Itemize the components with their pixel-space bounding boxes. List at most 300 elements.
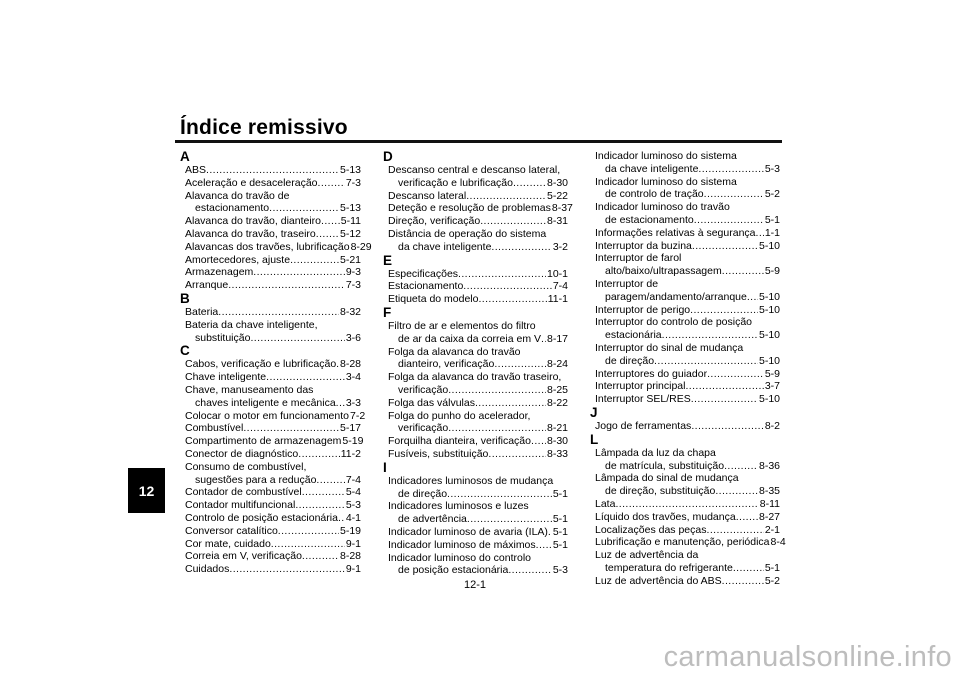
index-entry-term: Descanso lateral [388,189,467,202]
dot-leader [478,293,546,306]
index-entry [383,320,568,346]
index-entry-page: 7-4 [552,280,568,293]
dot-leader [228,279,345,292]
index-entry [180,164,361,177]
index-entry [590,511,780,524]
index-entry [590,368,780,381]
index-entry-page: 11-1 [547,293,568,306]
dot-leader [229,563,344,576]
index-entry-page: 9-3 [345,266,361,279]
index-entry [590,150,780,176]
index-entry-page: 5-2 [764,188,780,201]
index-entry-term: Interruptores do guiador [595,367,708,380]
index-entry-page: 8-25 [546,383,568,396]
dot-leader [269,202,339,215]
dot-leader [508,564,551,577]
index-letter-heading: I [383,459,387,475]
index-entry [180,319,361,345]
index-entry-term: Jogo de ferramentas [595,419,692,432]
index-entry [180,538,361,551]
index-entry-term: de posição estacionária [398,564,509,577]
index-letter-heading: D [383,149,393,164]
dot-leader [447,488,552,501]
index-entry-term: de direção [398,487,448,500]
index-entry [590,447,780,473]
index-entry-page: 3-4 [345,371,361,384]
index-entry [590,342,780,368]
index-entry-page: 8-33 [546,447,568,460]
index-entry-page: 8-17 [546,332,568,345]
index-entry-term: Indicadores luminosos e luzes [388,500,529,513]
index-entry-page: 7-3 [345,176,361,189]
index-entry-term: Alavanca do travão, traseiro [185,227,316,240]
dot-leader [250,332,344,345]
dot-leader [694,214,764,227]
index-entry [180,499,361,512]
index-entry-term: Distância de operação do sistema [388,227,547,240]
dot-leader [494,358,546,371]
index-entry [383,190,568,203]
index-entry-term: Colocar o motor em funcionamento [185,409,349,422]
dot-leader [536,539,552,552]
index-entry-page: 5-13 [339,202,361,215]
index-entry-term: Filtro de ar e elementos do filtro [388,319,536,332]
index-entry-term: Interruptor da buzina [595,239,692,252]
index-entry-page: 8-29 [350,240,372,253]
dot-leader [691,393,758,406]
dot-leader [491,241,551,254]
dot-leader [271,538,345,551]
index-entry-term: Etiqueta do modelo [388,293,479,306]
dot-leader [707,368,764,381]
index-entry-term: Lata [595,497,616,510]
index-entry [180,306,361,319]
index-entry-term: Direção, verificação [388,215,481,228]
index-entry-page: 8-36 [758,459,780,472]
index-entry [590,498,780,511]
index-entry-term: Amortecedores, ajuste [185,253,291,266]
index-entry [590,201,780,227]
index-entry-term: Compartimento de armazenagem [185,435,342,448]
index-entry-page: 5-9 [764,367,780,380]
index-entry-page: 5-3 [764,162,780,175]
dot-leader [266,371,345,384]
index-entry-term: Armazenagem [185,266,254,279]
index-entry-term: Bateria [185,305,219,318]
index-entry-term: verificação e lubrificação [398,176,513,189]
index-entry-page: 2-1 [764,523,780,536]
dot-leader [206,164,339,177]
index-entry-page: 5-22 [546,189,568,202]
index-entry [180,525,361,538]
page-number: 12-1 [464,579,487,591]
index-entry-page: 5-10 [758,354,780,367]
index-entry-term: Lâmpada da luz da chapa [595,446,716,459]
index-entry-term: Conversor catalítico [185,524,278,537]
index-entry-term: Lâmpada do sinal de mudança [595,472,739,485]
index-entry-term: Deteção e resolução de problemas [388,202,551,215]
index-entry-page: 8-28 [339,358,361,371]
index-entry [180,563,361,576]
index-entry-term: dianteiro, verificação [398,358,495,371]
index-entry-page: 8-35 [758,485,780,498]
index-entry-term: ABS [185,164,207,176]
index-entry-page: 8-30 [546,435,568,448]
dot-leader [463,280,552,293]
index-entry-page: 8-27 [758,510,780,523]
index-entry-term: Forquilha dianteira, verificação [388,435,531,448]
index-entry [590,472,780,498]
index-entry-term: Alavancas dos travões, lubrificação [185,240,350,253]
index-column-1 [180,149,372,576]
dot-leader [488,448,546,461]
index-letter-heading: E [383,252,393,268]
index-entry-term: Indicador luminoso do sistema [595,175,737,188]
index-entry [590,240,780,253]
index-entry-page: 5-10 [758,329,780,342]
dot-leader [724,460,758,473]
index-entry-page: 3-2 [552,240,568,253]
watermark: carmanualsonline.info [663,641,952,673]
dot-leader [295,499,345,512]
index-entry-term: Contador de combustível [185,486,302,499]
index-entry-term: Controlo de posição estacionária [185,511,338,524]
index-entry-page: 5-3 [345,499,361,512]
index-entry [180,448,361,461]
index-entry-page: 5-1 [552,513,568,526]
index-entry [383,526,568,539]
index-entry [590,524,780,537]
index-entry [383,164,568,190]
index-entry-page: 4-1 [345,511,361,524]
index-entry [180,422,361,435]
dot-leader [707,524,764,537]
index-entry [180,254,361,267]
index-entry-term: Chave inteligente [185,371,267,384]
index-entry-page: 7-3 [345,279,361,292]
index-entry [383,539,568,552]
index-entry [590,549,780,575]
dot-leader [480,215,546,228]
index-entry-term: Indicador luminoso do sistema [595,150,737,162]
index-entry-term: Indicadores luminosos de mudança [388,474,554,487]
dot-leader [692,240,758,253]
index-entry-term: de advertência [398,513,467,526]
index-entry-page: 5-12 [339,227,361,240]
index-entry-term: Folga do punho do acelerador, [388,409,531,422]
index-entry-page: 5-1 [764,561,780,574]
index-entry-page: 7-4 [345,473,361,486]
index-entry-term: Alavanca do travão de [185,189,290,202]
dot-leader [458,268,546,281]
index-entry [383,448,568,461]
index-entry [383,500,568,526]
index-entry [590,252,780,278]
index-letter-heading: L [590,431,599,447]
index-entry-term: Combustível [185,422,244,435]
index-entry-page: 5-19 [342,435,364,448]
index-entry-page: 8-11 [759,497,780,510]
index-entry-term: estacionária [605,329,662,342]
index-entry [180,486,361,499]
index-entry-term: de direção, substituição [605,485,716,498]
dot-leader [218,306,339,319]
dot-leader [321,215,340,228]
dot-leader [448,384,546,397]
index-entry [180,240,372,254]
index-entry [383,397,568,410]
dot-leader [615,498,758,511]
dot-leader [278,525,339,538]
index-entry-page: 9-1 [345,563,361,576]
dot-leader [662,329,758,342]
index-entry-page: 8-2 [764,419,780,432]
index-entry-term: Folga das válvulas [388,396,475,409]
index-entry-page: 5-21 [339,253,361,266]
index-entry-term: chaves inteligente e mecânica [195,396,336,409]
index-entry-page: 8-32 [339,305,361,318]
index-entry-term: de estacionamento [605,213,694,226]
index-entry [383,410,568,436]
index-entry-page: 7-2 [350,409,366,422]
dot-leader [531,435,546,448]
dot-leader [318,177,345,190]
chapter-tab: 12 [128,468,165,513]
index-entry-term: estacionamento [195,202,270,215]
index-entry-term: Aceleração e desaceleração [185,176,318,189]
index-entry-page: 5-10 [758,239,780,252]
index-entry-term: da chave inteligente [605,162,699,175]
index-entry-term: Interruptor de [595,277,659,290]
index-entry [383,435,568,448]
index-entry [590,176,780,202]
index-entry-term: Interruptor de perigo [595,303,691,316]
index-entry-page: 5-9 [764,265,780,278]
dot-leader [467,513,552,526]
dot-leader [736,511,758,524]
index-entry-term: Arranque [185,279,229,292]
index-letter-heading: J [590,404,598,420]
dot-leader [448,422,546,435]
index-entry-term: alto/baixo/ultrapassagem [605,265,722,278]
index-entry-page: 5-19 [339,524,361,537]
dot-leader [243,422,339,435]
dot-leader [722,575,764,588]
index-entry-term: Localizações das peças [595,523,707,536]
index-entry-page: 8-22 [546,396,568,409]
index-entry-page: 5-11 [340,215,361,228]
index-entry [180,409,366,423]
index-entry-term: Interruptor do controlo de posição [595,316,753,329]
index-entry-page: 5-10 [758,290,780,303]
page-title: Índice remissivo [180,116,348,139]
title-divider [175,140,782,143]
index-entry [383,475,568,501]
dot-leader [316,228,339,241]
dot-leader [733,562,764,575]
dot-leader [290,254,339,267]
index-entry-page: 3-7 [764,380,780,393]
index-entry [180,279,361,292]
index-entry-term: Bateria da chave inteligente, [185,318,318,331]
index-entry-term: Informações relativas à segurança [595,226,756,239]
index-entry-term: Descanso central e descanso lateral, [388,164,561,176]
dot-leader [715,485,758,498]
index-letter-heading: B [180,290,190,306]
dot-leader [475,397,546,410]
index-entry [590,380,780,393]
index-entry-term: Indicador luminoso de avaria (ILA) [388,525,548,538]
index-entry-term: Consumo de combustível, [185,460,307,473]
index-entry [383,552,568,578]
index-letter-heading: F [383,304,392,320]
dot-leader [253,266,345,279]
index-entry-term: temperatura do refrigerante [605,561,733,574]
index-entry-page: 1-1 [764,226,780,239]
dot-leader [747,291,758,304]
index-entry [590,393,780,406]
index-entry-page: 3-3 [345,396,361,409]
index-entry-term: Indicador luminoso do travão [595,201,730,214]
index-entry [180,461,361,487]
index-entry-term: verificação [398,383,449,396]
index-entry-page: 9-1 [345,537,361,550]
index-entry-term: Indicador luminoso de máximos [388,538,536,551]
index-entry [590,227,780,240]
dot-leader [756,227,764,240]
index-entry [590,536,786,549]
dot-leader [466,190,546,203]
index-entry [180,266,361,279]
index-entry-term: de direção [605,354,655,367]
dot-leader [302,486,345,499]
index-entry-page: 8-24 [546,358,568,371]
index-entry [180,435,364,448]
index-entry-term: de matrícula, substituição [605,459,725,472]
index-entry-page: 8-21 [546,422,568,435]
index-entry-term: sugestões para a redução [195,473,317,486]
dot-leader [698,163,763,176]
index-entry-page: 5-10 [758,303,780,316]
index-entry [590,278,780,304]
index-entry-page: 5-1 [552,538,568,551]
index-entry-term: verificação [398,422,449,435]
index-entry-term: de ar da caixa da correia em V [398,332,541,345]
index-entry [383,202,573,215]
index-entry-page: 3-6 [345,331,361,344]
index-entry [590,575,780,588]
index-column-2 [383,149,573,577]
index-entry-term: Fusíveis, substituição [388,447,489,460]
index-column-3 [590,150,786,588]
index-entry [590,304,780,317]
dot-leader [298,448,340,461]
index-entry-page: 8-30 [546,176,568,189]
index-entry-term: Folga da alavanca do travão [388,345,521,358]
index-entry [383,346,568,372]
index-entry-page: 5-2 [764,574,780,587]
dot-leader [654,355,758,368]
dot-leader [302,550,339,563]
dot-leader [336,397,345,410]
index-entry-page: 5-17 [339,422,361,435]
index-entry-page: 5-1 [764,213,780,226]
index-entry-page: 5-10 [758,393,780,406]
dot-leader [338,512,345,525]
index-entry-term: Cuidados [185,563,230,576]
dot-leader [685,380,763,393]
index-entry-term: Interruptor do sinal de mudança [595,341,744,354]
index-entry-page: 8-28 [339,550,361,563]
index-entry [180,190,361,216]
index-entry [180,177,361,190]
index-entry-term: Interruptor principal [595,380,686,393]
index-entry-term: Líquido dos travões, mudança [595,510,736,523]
index-entry-page: 5-13 [339,164,361,176]
index-entry-term: Indicador luminoso do controlo [388,551,532,564]
index-entry-page: 11-2 [340,447,361,460]
index-entry [383,268,568,281]
index-entry-page: 5-4 [345,486,361,499]
index-entry-page: 8-37 [551,202,573,215]
index-entry [180,215,361,228]
index-letter-heading: A [180,149,190,164]
index-entry-term: Contador multifuncional [185,499,296,512]
index-entry-page: 8-31 [546,215,568,228]
index-entry-page: 5-1 [552,525,568,538]
index-entry-term: Correia em V, verificação [185,550,302,563]
index-entry [180,371,361,384]
index-entry-term: substituição [195,331,251,344]
index-entry-term: Conector de diagnóstico [185,447,299,460]
dot-leader [691,420,764,433]
index-entry-term: Especificações [388,267,459,280]
index-entry [180,384,361,410]
index-entry [383,280,568,293]
dot-leader [513,177,546,190]
dot-leader [722,265,764,278]
index-entry-term: Interruptor de farol [595,252,682,265]
dot-leader [690,304,758,317]
index-entry [180,358,361,371]
index-entry-term: Lubrificação e manutenção, periódica [595,536,770,549]
index-entry-term: Chave, manuseamento das [185,383,314,396]
index-entry-page: 10-1 [546,267,568,280]
index-entry [383,293,568,306]
index-entry-term: Interruptor SEL/RES [595,393,691,406]
index-entry-term: Estacionamento [388,280,464,293]
dot-leader [704,188,764,201]
index-entry-term: Luz de advertência da [595,549,699,562]
index-entry [383,215,568,228]
index-entry [590,316,780,342]
index-entry-term: da chave inteligente [398,240,492,253]
index-entry-page: 8-4 [770,536,786,549]
index-entry-term: paragem/andamento/arranque [605,290,747,303]
index-entry-term: Cabos, verificação e lubrificação [185,358,337,371]
index-entry [590,420,780,433]
dot-leader [316,474,344,487]
index-entry-page: 5-1 [552,487,568,500]
index-entry-term: Cor mate, cuidado [185,537,271,550]
index-letter-heading: C [180,343,190,359]
index-entry [383,371,568,397]
index-entry-term: Luz de advertência do ABS [595,574,722,587]
index-entry [180,512,361,525]
index-entry-term: de controlo de tração [605,188,704,201]
index-entry [383,228,568,254]
index-entry-page: 5-3 [552,564,568,577]
